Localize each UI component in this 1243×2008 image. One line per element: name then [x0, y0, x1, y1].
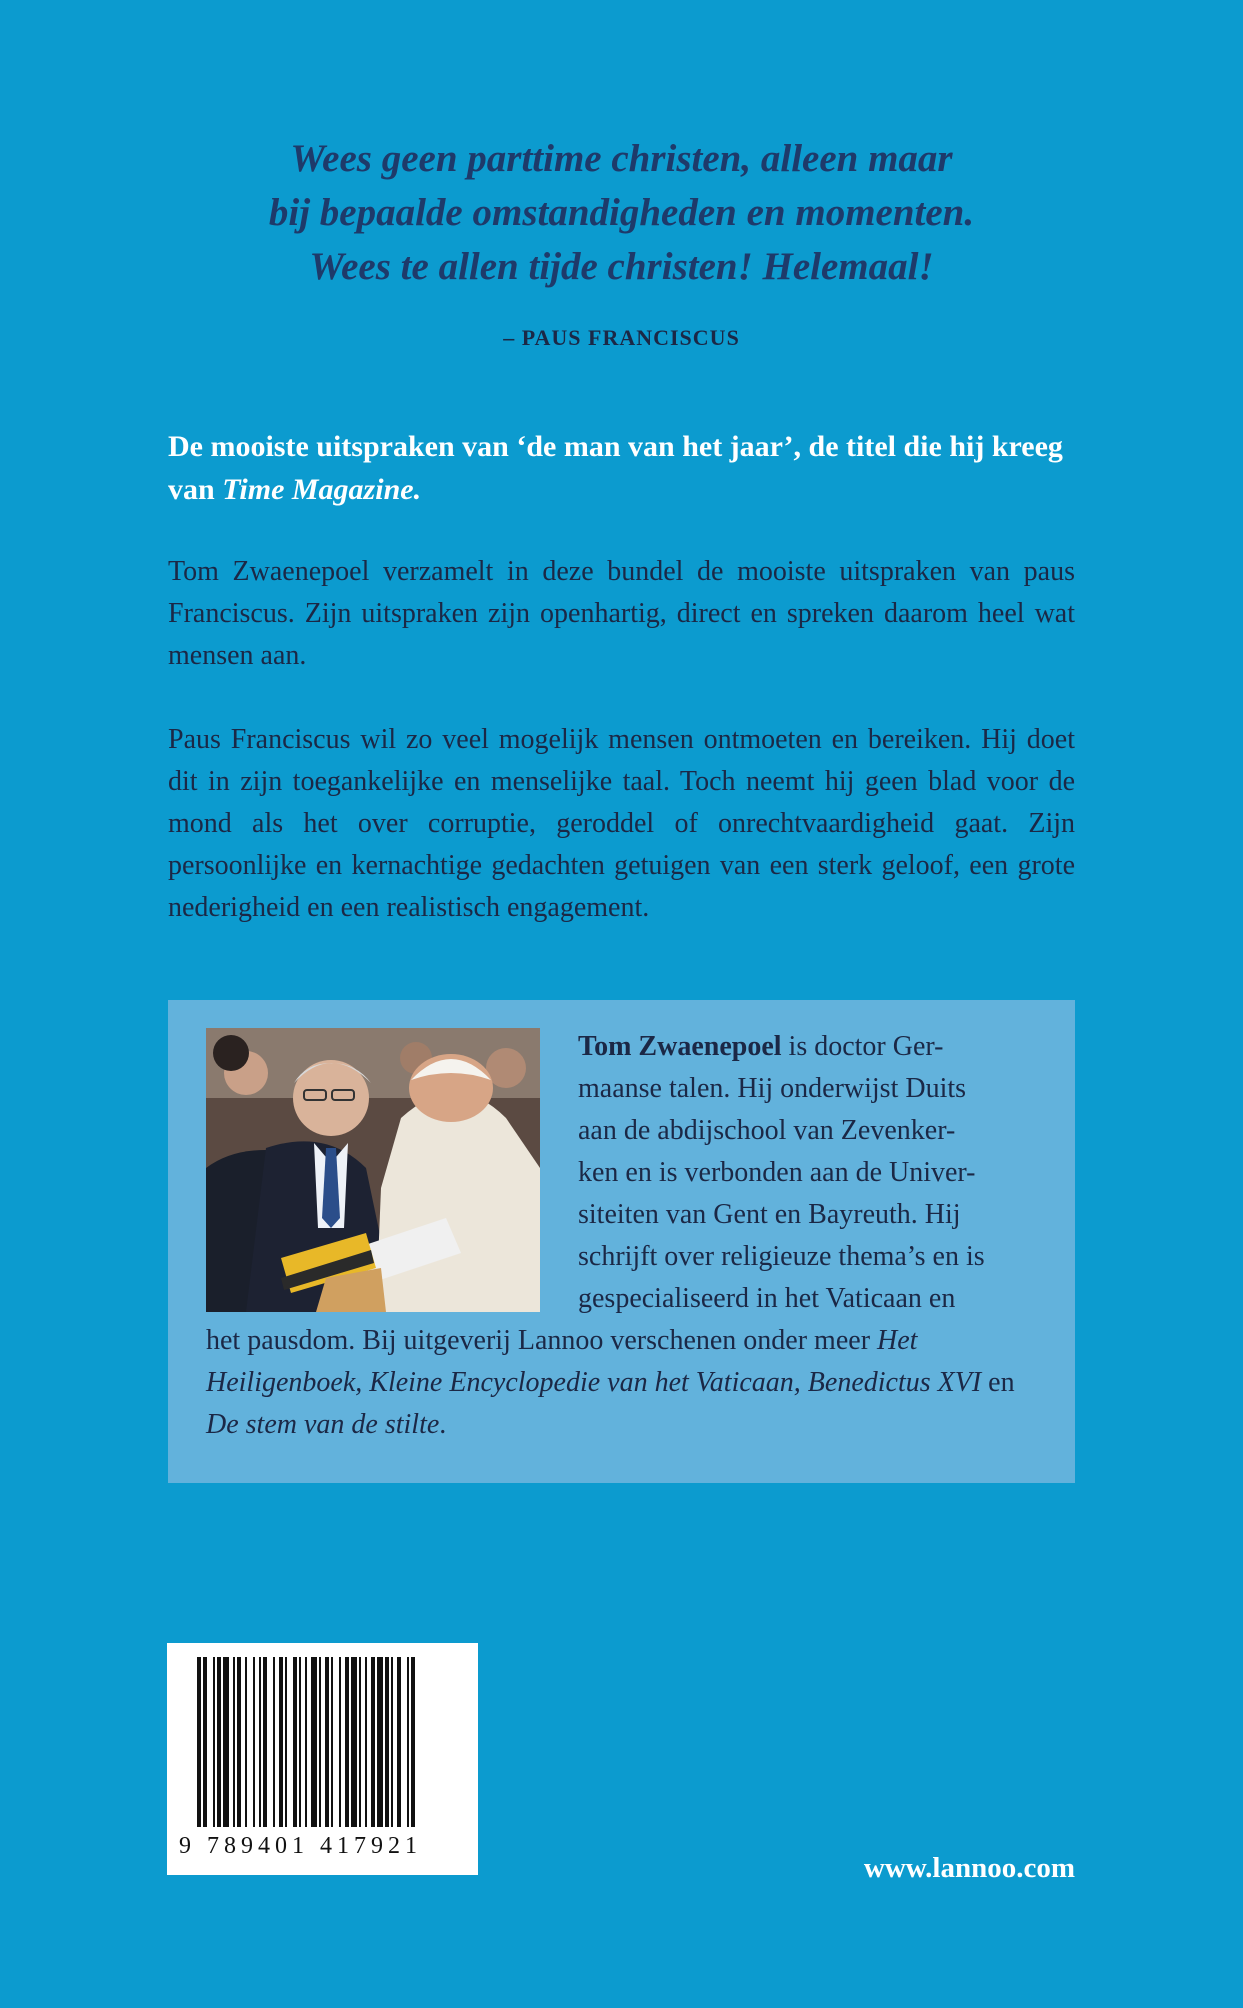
barcode-bar	[359, 1657, 361, 1827]
barcode-bar	[351, 1657, 357, 1827]
barcode-bar	[213, 1657, 215, 1827]
bio-line-5: siteiten van Gent en Bayreuth. Hij	[578, 1199, 961, 1230]
barcode-bar	[245, 1657, 247, 1827]
barcode-bar	[259, 1657, 261, 1827]
barcode-bar	[339, 1657, 341, 1827]
bio-line-1: is doctor Ger-	[781, 1031, 944, 1062]
lead-magazine-title: Time Magazine.	[222, 473, 422, 506]
book-titles: Het Heiligenboek, Kleine Encyclopedie van het Vaticaan, Benedictus XVI	[206, 1325, 982, 1398]
bio-line-6: schrijft over religieuze thema’s en is	[578, 1241, 985, 1272]
description-paragraph-1: Tom Zwaenepoel verzamelt in deze bundel de mooiste uitspraken van paus Franciscus. Zijn uitspraken zijn openhartig, direct en spreken daarom heel wat mensen aan.	[168, 556, 1075, 671]
book-title-last: De stem van de stilte	[206, 1409, 440, 1440]
isbn-barcode	[167, 1643, 478, 1875]
quote-line-2: bij bepaalde omstandigheden en momenten.	[268, 191, 975, 234]
barcode-bar	[293, 1657, 297, 1827]
quote-author: – PAUS FRANCISCUS	[503, 325, 740, 350]
barcode-bar	[233, 1657, 235, 1827]
barcode-bars	[197, 1657, 455, 1839]
bio-connector: en	[981, 1367, 1015, 1398]
barcode-bar	[397, 1657, 401, 1827]
barcode-bar	[285, 1657, 287, 1827]
barcode-bar	[319, 1657, 321, 1827]
barcode-bar	[365, 1657, 367, 1827]
barcode-bar	[299, 1657, 301, 1827]
bio-line-7: gespecialiseerd in het Vaticaan en	[578, 1283, 956, 1314]
barcode-bar	[377, 1657, 383, 1827]
barcode-bar	[371, 1657, 375, 1827]
barcode-bar	[279, 1657, 283, 1827]
barcode-bar	[411, 1657, 415, 1827]
publisher-website[interactable]: www.lannoo.com	[863, 1852, 1075, 1884]
author-bio-text	[578, 1026, 1040, 1320]
barcode-bar	[197, 1657, 201, 1827]
lead-paragraph	[168, 425, 1075, 511]
author-bio-box	[168, 1000, 1075, 1483]
barcode-bar	[385, 1657, 389, 1827]
barcode-bar	[203, 1657, 207, 1827]
author-photo	[206, 1028, 540, 1312]
bio-line-4: ken en is verbonden aan de Univer-	[578, 1157, 976, 1188]
bio-line-3: aan de abdijschool van Zevenker-	[578, 1115, 956, 1146]
barcode-bar	[223, 1657, 229, 1827]
bio-line-2: maanse talen. Hij onderwijst Duits	[578, 1073, 967, 1104]
barcode-bar	[253, 1657, 255, 1827]
barcode-bar	[217, 1657, 221, 1827]
barcode-bar	[325, 1657, 329, 1827]
barcode-bar	[237, 1657, 241, 1827]
author-name: Tom Zwaenepoel	[578, 1031, 782, 1062]
barcode-bar	[345, 1657, 349, 1827]
lead-text: De mooiste uitspraken van ‘de man van het jaar’, de titel die hij kreeg van	[168, 430, 1063, 506]
barcode-bar	[273, 1657, 275, 1827]
barcode-bar	[263, 1657, 267, 1827]
barcode-bar	[331, 1657, 333, 1827]
barcode-bar	[407, 1657, 409, 1827]
bio-bottom-text: het pausdom. Bij uitgeverij Lannoo verschenen onder meer	[206, 1325, 878, 1356]
barcode-bar	[311, 1657, 317, 1827]
bio-end: .	[439, 1409, 447, 1440]
back-cover-quote	[140, 132, 1103, 294]
description-paragraph-2: Paus Franciscus wil zo veel mogelijk mensen ontmoeten en bereiken. Hij doet dit in zijn toegankelijke en menselijke taal. Toch neemt hij geen blad voor de mond als het over corruptie, geroddel of onrechtvaardigheid gaat. Zijn persoonlijke en kernachtige gedachten getuigen van een sterk geloof, een grote nederigheid en een realistisch engagement.	[168, 724, 1075, 923]
quote-line-3: Wees te allen tijde christen! Helemaal!	[309, 245, 934, 288]
isbn-number: 9 789401 417921	[179, 1833, 422, 1859]
barcode-bar	[391, 1657, 393, 1827]
quote-line-1: Wees geen parttime christen, alleen maar	[290, 137, 953, 180]
author-bio-continued	[206, 1320, 1040, 1446]
barcode-bar	[305, 1657, 307, 1827]
